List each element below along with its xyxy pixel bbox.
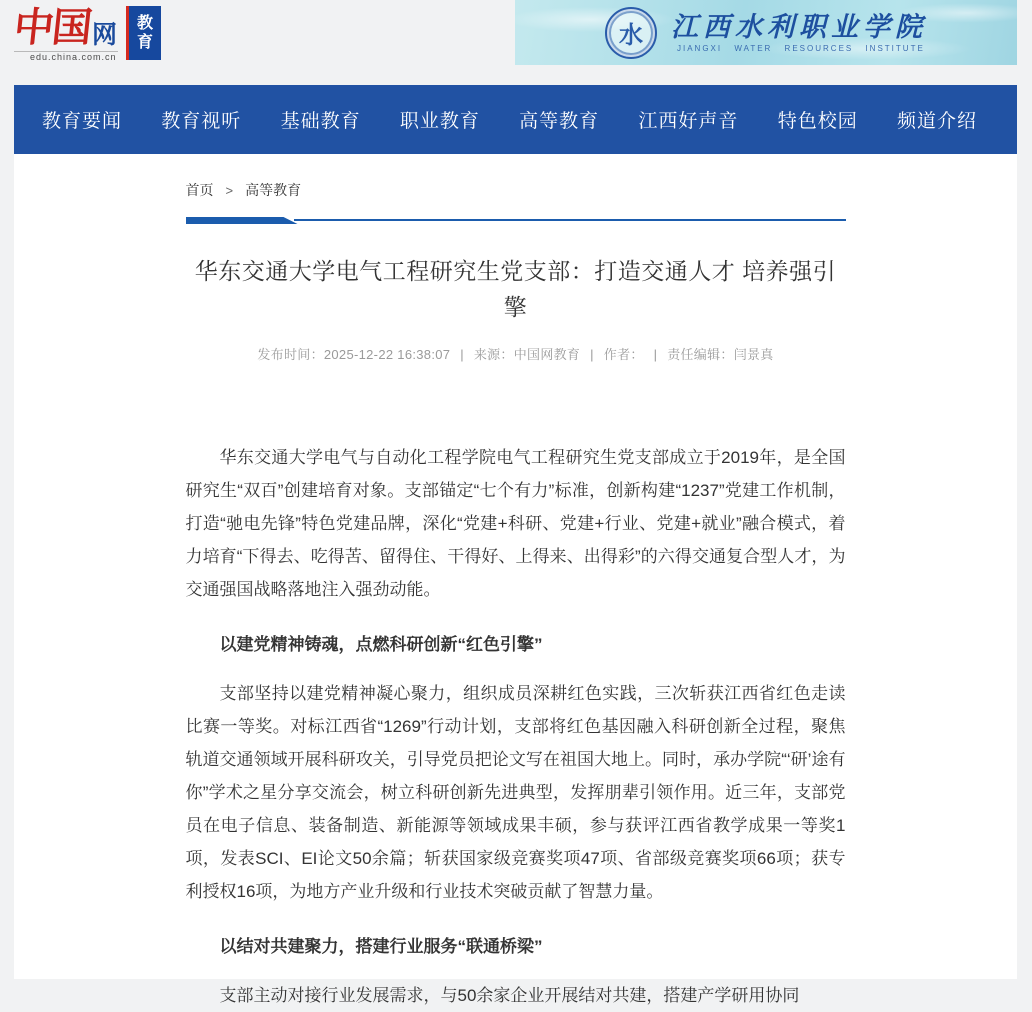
article-editor: 责任编辑：闫景真 bbox=[667, 347, 774, 362]
meta-separator: | bbox=[590, 347, 594, 362]
meta-separator: | bbox=[460, 347, 464, 362]
article-publish-time: 发布时间：2025-12-22 16:38:07 bbox=[257, 347, 451, 362]
section-divider bbox=[186, 217, 846, 224]
article-meta bbox=[186, 344, 846, 363]
article-subheading: 以建党精神铸魂，点燃科研创新“红色引擎” bbox=[219, 635, 543, 654]
article-body bbox=[186, 441, 846, 1012]
main-nav bbox=[14, 85, 1017, 154]
education-badge-char-2: 育 bbox=[136, 34, 153, 51]
breadcrumb-current[interactable]: 高等教育 bbox=[245, 182, 302, 198]
section-divider-thin bbox=[294, 219, 846, 221]
section-divider-thick bbox=[186, 217, 298, 224]
content-area bbox=[14, 154, 1017, 1005]
breadcrumb bbox=[186, 180, 846, 200]
nav-item-basic-education[interactable]: 基础教育 bbox=[280, 111, 361, 132]
meta-separator: | bbox=[653, 347, 658, 362]
logo-net-text: 网 bbox=[92, 21, 118, 49]
school-banner[interactable] bbox=[515, 0, 1017, 65]
nav-item-channel-intro[interactable]: 频道介绍 bbox=[896, 111, 977, 132]
logo-china-text: 中国 bbox=[11, 6, 93, 50]
logo-domain-text: edu.china.com.cn bbox=[14, 51, 118, 62]
nav-item-vocational-education[interactable]: 职业教育 bbox=[399, 111, 480, 132]
article-author: 作者： bbox=[603, 347, 644, 362]
nav-item-higher-education[interactable]: 高等教育 bbox=[519, 111, 600, 132]
school-banner-text bbox=[671, 12, 927, 53]
nav-item-jiangxi-voice[interactable]: 江西好声音 bbox=[638, 111, 739, 132]
nav-item-education-video[interactable]: 教育视听 bbox=[161, 111, 242, 132]
article-paragraph: 华东交通大学电气与自动化工程学院电气工程研究生党支部成立于2019年，是全国研究生“双百”创建培育对象。支部锚定“七个有力”标准，创新构建“1237”党建工作机制，打造“驰电先锋”特色党建品牌，深化“党建+科研、党建+行业、党建+就业”融合模式，着力培育“下得去、吃得苦、留得住、干得好、上得来、出得彩”的六得交通复合型人才，为交通强国战略落地注入强劲动能。 bbox=[185, 448, 846, 599]
education-badge bbox=[126, 6, 161, 60]
article-column bbox=[186, 154, 846, 1012]
site-logo-text bbox=[11, 4, 118, 62]
nav-item-education-news[interactable]: 教育要闻 bbox=[42, 111, 123, 132]
breadcrumb-separator: > bbox=[225, 182, 234, 198]
school-seal-glyph: 水 bbox=[619, 22, 643, 49]
school-seal-icon bbox=[605, 7, 657, 59]
breadcrumb-home[interactable]: 首页 bbox=[185, 182, 214, 198]
article-paragraph: 支部主动对接行业发展需求，与50余家企业开展结对共建，搭建产学研用协同 bbox=[219, 986, 800, 1005]
nav-item-featured-campus[interactable]: 特色校园 bbox=[777, 111, 858, 132]
education-badge-char-1: 教 bbox=[136, 15, 153, 32]
article-subheading: 以结对共建聚力，搭建行业服务“联通桥梁” bbox=[219, 937, 543, 956]
school-banner-title: 江西水利职业学院 bbox=[671, 12, 927, 42]
school-banner-subtitle: JIANGXI WATER RESOURCES INSTITUTE bbox=[677, 44, 925, 53]
site-logo[interactable] bbox=[11, 4, 161, 62]
article-title: 华东交通大学电气工程研究生党支部：打造交通人才 培养强引擎 bbox=[194, 258, 837, 320]
article-paragraph: 支部坚持以建党精神凝心聚力，组织成员深耕红色实践，三次斩获江西省红色走读比赛一等奖。对标江西省“1269”行动计划，支部将红色基因融入科研创新全过程，聚焦轨道交通领域开展科研攻关，引导党员把论文写在祖国大地上。同时，承办学院“‘研’途有你”学术之星分享交流会，树立科研创新先进典型，发挥朋辈引领作用。近三年，支部党员在电子信息、装备制造、新能源等领域成果丰硕，参与获评江西省教学成果一等奖1项，发表SCI、EI论文50余篇；斩获国家级竞赛奖项47项、省部级竞赛奖项66项；获专利授权16项，为地方产业升级和行业技术突破贡献了智慧力量。 bbox=[185, 684, 846, 901]
site-header bbox=[0, 0, 1032, 85]
article-source: 来源：中国网教育 bbox=[473, 347, 581, 362]
